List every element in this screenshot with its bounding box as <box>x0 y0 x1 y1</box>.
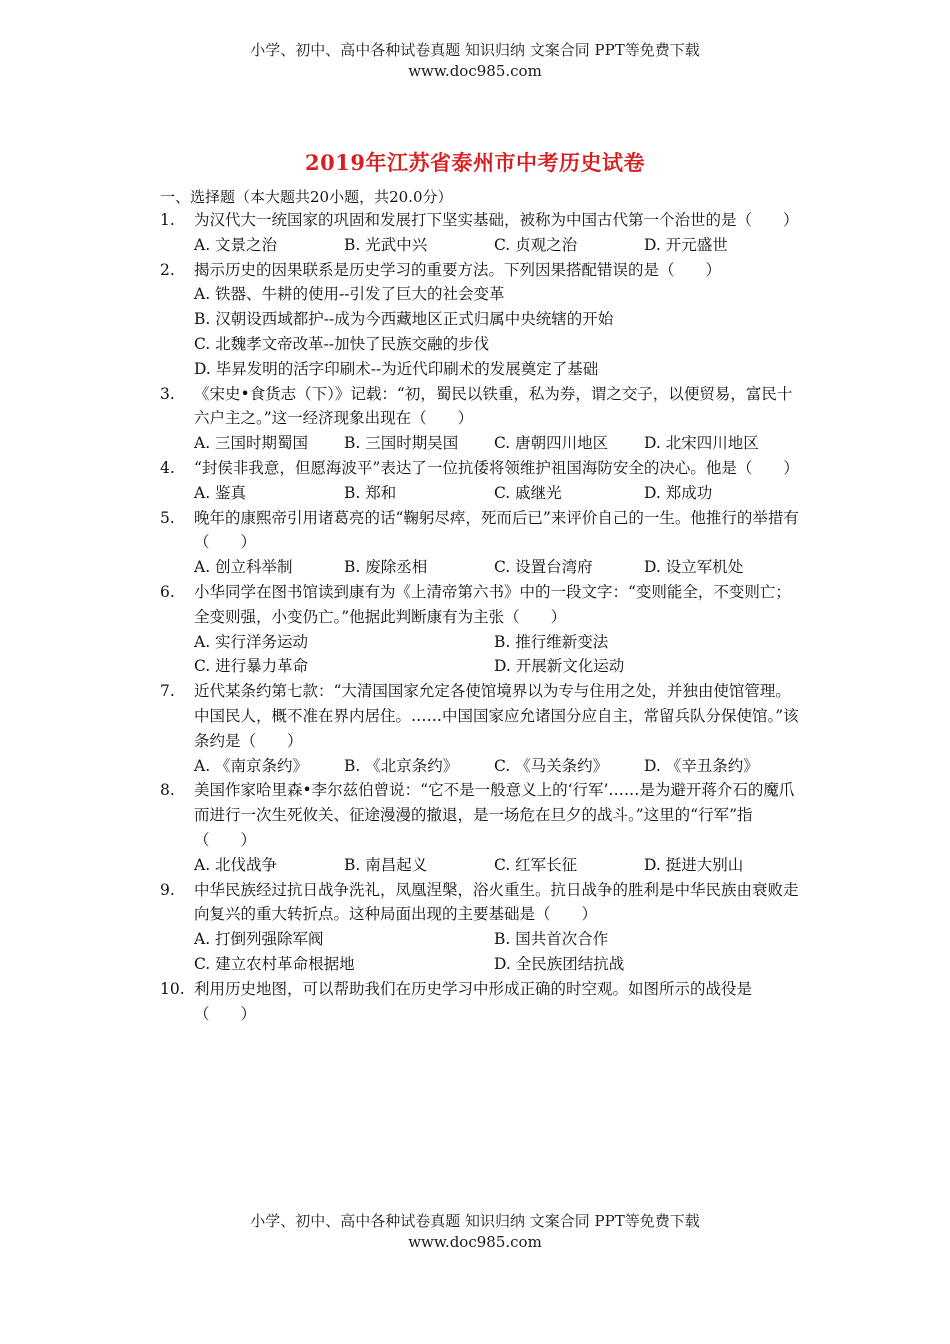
option-b: B. 国共首次合作 <box>494 930 609 949</box>
option-d: D. 北宋四川地区 <box>644 434 759 453</box>
question-number: 2. <box>160 260 175 279</box>
question-stem: 小华同学在图书馆读到康有为《上清帝第六书》中的一段文字：“变则能全，不变则亡；全变则强，小变仍亡。”他据此判断康有为主张（ ） <box>194 582 791 626</box>
question-8 <box>160 778 800 877</box>
question-7 <box>160 679 800 778</box>
option-c: C. 进行暴力革命 <box>194 657 309 676</box>
question-5 <box>160 506 800 580</box>
question-stem: 美国作家哈里森•李尔兹伯曾说：“它不是一般意义上的‘行军’……是为避开蒋介石的魔爪而进行一次生死攸关、征途漫漫的撤退，是一场危在旦夕的战斗。”这里的“行军”指（ ） <box>194 781 795 849</box>
option-b: B. 郑和 <box>344 483 397 502</box>
option-b: B. 南昌起义 <box>344 855 428 874</box>
question-6 <box>160 580 800 679</box>
question-number: 1. <box>160 211 175 229</box>
option-group <box>194 431 800 456</box>
question-stem: “封侯非我意，但愿海波平”表达了一位抗倭将领维护祖国海防安全的决心。他是（ ） <box>194 458 799 477</box>
option-a: A. 打倒列强除军阀 <box>194 930 324 949</box>
question-stem: 揭示历史的因果联系是历史学习的重要方法。下列因果搭配错误的是（ ） <box>194 260 722 279</box>
option-d: D. 挺进大别山 <box>644 855 744 874</box>
option-c: C. 贞观之治 <box>494 235 578 254</box>
option-c: C. 北魏孝文帝改革--加快了民族交融的步伐 <box>194 334 490 353</box>
footer-text: 小学、初中、高中各种试卷真题 知识归纳 文案合同 PPT等免费下载 <box>250 1212 700 1230</box>
question-4 <box>160 456 800 506</box>
question-number: 8. <box>160 781 175 800</box>
question-stem: 中华民族经过抗日战争洗礼，凤凰涅槃，浴火重生。抗日战争的胜利是中华民族由衰败走向复兴的重大转折点。这种局面出现的主要基础是（ ） <box>194 880 799 924</box>
section-heading: 一、选择题（本大题共20小题，共20.0分） <box>160 188 453 206</box>
option-d: D. 毕昇发明的活字印刷术--为近代印刷术的发展奠定了基础 <box>194 359 599 378</box>
page-header <box>0 40 950 82</box>
option-d: D. 《辛丑条约》 <box>644 756 759 775</box>
option-d: D. 开展新文化运动 <box>494 657 625 676</box>
option-a: A. 鉴真 <box>194 483 247 502</box>
option-d: D. 全民族团结抗战 <box>494 954 625 973</box>
page-footer <box>0 1211 950 1253</box>
option-a: A. 北伐战争 <box>194 855 278 874</box>
option-c: C. 红军长征 <box>494 855 578 874</box>
question-number: 7. <box>160 682 175 701</box>
option-c: C. 唐朝四川地区 <box>494 434 609 453</box>
option-group <box>194 481 800 506</box>
question-stem: 为汉代大一统国家的巩固和发展打下坚实基础，被称为中国古代第一个治世的是（ ） <box>194 211 799 229</box>
option-group <box>194 282 800 381</box>
option-group <box>194 555 800 580</box>
option-a: A. 创立科举制 <box>194 558 293 577</box>
question-number: 9. <box>160 880 175 899</box>
option-a: A. 三国时期蜀国 <box>194 434 309 453</box>
option-c: C. 戚继光 <box>494 483 562 502</box>
option-a: A. 实行洋务运动 <box>194 632 309 651</box>
question-1 <box>160 208 800 258</box>
exam-title: 2019年江苏省泰州市中考历史试卷 <box>305 150 645 175</box>
footer-url[interactable]: www.doc985.com <box>408 1233 542 1251</box>
question-10 <box>160 977 800 1027</box>
option-group <box>194 853 800 878</box>
option-b: B. 推行维新变法 <box>494 632 609 651</box>
question-stem: 晚年的康熙帝引用诸葛亮的话“鞠躬尽瘁，死而后已”来评价自己的一生。他推行的举措有（ ） <box>194 508 799 552</box>
option-group <box>194 754 800 779</box>
option-a: A. 铁器、牛耕的使用--引发了巨大的社会变革 <box>194 285 505 304</box>
question-3 <box>160 382 800 456</box>
option-b: B. 废除丞相 <box>344 558 428 577</box>
question-stem: 《宋史•食货志（下）》记载：“初，蜀民以铁重，私为券，谓之交子，以便贸易，富民十六户主之。”这一经济现象出现在（ ） <box>194 384 793 428</box>
option-d: D. 开元盛世 <box>644 235 728 254</box>
question-number: 10. <box>160 979 185 998</box>
option-c: C. 《马关条约》 <box>494 756 609 775</box>
option-b: B. 三国时期吴国 <box>344 434 459 453</box>
question-9 <box>160 878 800 977</box>
question-2 <box>160 258 800 382</box>
question-number: 6. <box>160 582 175 601</box>
question-number: 3. <box>160 384 175 403</box>
option-c: C. 设置台湾府 <box>494 558 593 577</box>
question-stem: 利用历史地图，可以帮助我们在历史学习中形成正确的时空观。如图所示的战役是（ ） <box>194 979 753 1023</box>
header-url[interactable]: www.doc985.com <box>408 62 542 80</box>
question-stem: 近代某条约第七款：“大清国国家允定各使馆境界以为专与住用之处，并独由使馆管理。中国民人，概不准在界内居住。……中国国家应允诸国分应自主，常留兵队分保使馆。”该条约是（ ） <box>194 682 799 750</box>
option-group <box>194 927 800 977</box>
option-c: C. 建立农村革命根据地 <box>194 954 355 973</box>
header-text: 小学、初中、高中各种试卷真题 知识归纳 文案合同 PPT等免费下载 <box>250 41 700 59</box>
question-list <box>160 208 800 1026</box>
option-group <box>194 233 800 258</box>
option-a: A. 文景之治 <box>194 235 278 254</box>
option-group <box>194 630 800 680</box>
option-b: B. 汉朝设西域都护--成为今西藏地区正式归属中央统辖的开始 <box>194 310 614 329</box>
option-b: B. 光武中兴 <box>344 235 428 254</box>
option-b: B. 《北京条约》 <box>344 756 459 775</box>
question-number: 4. <box>160 458 175 477</box>
question-number: 5. <box>160 508 175 527</box>
option-d: D. 设立军机处 <box>644 558 744 577</box>
option-a: A. 《南京条约》 <box>194 756 309 775</box>
option-d: D. 郑成功 <box>644 483 713 502</box>
